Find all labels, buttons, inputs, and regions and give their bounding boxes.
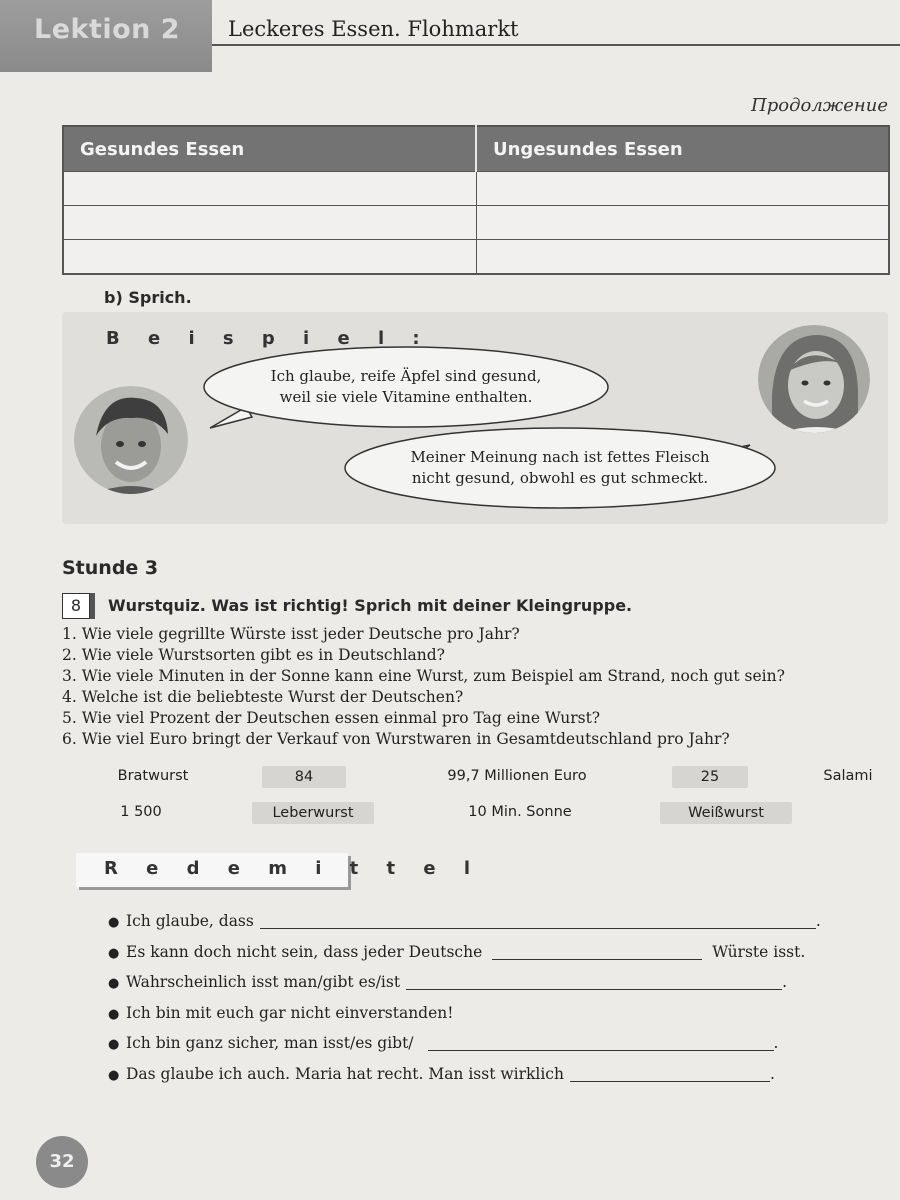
table-cell[interactable]: [476, 240, 889, 275]
answer-option: Salami: [823, 768, 873, 784]
phrase-text: Ich bin mit euch gar nicht einverstanden!: [126, 1003, 454, 1022]
answer-blank[interactable]: [428, 1034, 774, 1051]
table-row: [63, 206, 889, 240]
page-number: 32: [36, 1136, 88, 1188]
question-list: [62, 624, 785, 750]
answer-blank[interactable]: [406, 973, 782, 990]
table-cell[interactable]: [476, 172, 889, 206]
girl-avatar: [758, 325, 870, 433]
table-row: [63, 240, 889, 275]
phrase-ending: .: [815, 912, 821, 930]
list-item: [108, 1034, 821, 1065]
task-title: Wurstquiz. Was ist richtig! Sprich mit deiner Kleingruppe.: [108, 596, 633, 615]
lesson-section-title: Stunde 3: [62, 557, 159, 579]
answer-option: Weißwurst: [660, 802, 792, 824]
phrase-text: Ich bin ganz sicher, man isst/es gibt/: [126, 1034, 414, 1053]
useful-phrases-label: R e d e m i t t e l: [104, 858, 482, 879]
task-number-edge: [90, 593, 95, 619]
list-item: [108, 973, 821, 1004]
page-title: Leckeres Essen. Flohmarkt: [228, 17, 519, 41]
task-number: 8: [62, 593, 90, 619]
header-divider: [212, 44, 900, 46]
list-item: [108, 943, 821, 974]
bullet-icon: ●: [108, 915, 120, 930]
bullet-icon: ●: [108, 976, 120, 992]
speech-bubbles: [60, 315, 890, 525]
answer-blank[interactable]: [570, 1065, 770, 1082]
answer-option: Bratwurst: [117, 768, 189, 784]
phrase-text: Es kann doch nicht sein, dass jeder Deutsche: [126, 942, 483, 961]
answer-option: 10 Min. Sonne: [468, 804, 572, 820]
table-row: [63, 172, 889, 206]
bullet-icon: ●: [108, 1006, 120, 1022]
bullet-icon: ●: [108, 945, 120, 961]
girl-speech-line: Meiner Meinung nach ist fettes Fleisch: [410, 448, 710, 466]
continuation-label: Продолжение: [751, 95, 888, 116]
answer-option: 99,7 Millionen Euro: [447, 768, 587, 784]
answer-blank[interactable]: [260, 912, 816, 929]
boy-speech-line: weil sie viele Vitamine enthalten.: [279, 388, 533, 406]
list-item: 3. Wie viele Minuten in der Sonne kann eine Wurst, zum Beispiel am Strand, noch gut sein?: [62, 667, 785, 685]
phrase-ending: .: [769, 1064, 775, 1083]
header-healthy-food: Gesundes Essen: [63, 126, 476, 172]
list-item: 4. Welche ist die beliebteste Wurst der Deutschen?: [62, 688, 464, 706]
answer-option: Leberwurst: [252, 802, 374, 824]
answer-option: 1 500: [120, 804, 162, 820]
list-item: 6. Wie viel Euro bringt der Verkauf von Wurstwaren in Gesamtdeutschland pro Jahr?: [62, 730, 730, 748]
list-item: 1. Wie viele gegrillte Würste isst jeder Deutsche pro Jahr?: [62, 625, 520, 643]
table-cell[interactable]: [476, 206, 889, 240]
answer-option: 84: [262, 766, 346, 788]
phrase-list: [108, 912, 821, 1096]
girl-speech-text: [345, 447, 775, 489]
table-cell[interactable]: [63, 172, 476, 206]
boy-avatar: [74, 386, 188, 494]
header-unhealthy-food: Ungesundes Essen: [476, 126, 889, 172]
bullet-icon: ●: [108, 1037, 120, 1053]
boy-speech-text: [206, 366, 606, 408]
food-table: [62, 125, 890, 275]
list-item: 2. Wie viele Wurstsorten gibt es in Deutschland?: [62, 646, 445, 664]
answer-option: 25: [672, 766, 748, 788]
table-cell[interactable]: [63, 206, 476, 240]
bullet-icon: ●: [108, 1067, 120, 1083]
phrase-ending: .: [782, 973, 788, 992]
table-header-row: [63, 126, 889, 172]
lesson-label: Lektion 2: [34, 14, 181, 45]
phrase-text: Wahrscheinlich isst man/gibt es/ist: [126, 973, 401, 992]
table-cell[interactable]: [63, 240, 476, 275]
phrase-ending: .: [773, 1034, 779, 1053]
phrase-ending: Würste isst.: [712, 942, 806, 961]
list-item: 5. Wie viel Prozent der Deutschen essen einmal pro Tag eine Wurst?: [62, 709, 601, 727]
phrase-text: Das glaube ich auch. Maria hat recht. Man isst wirklich: [126, 1064, 564, 1083]
phrase-text: Ich glaube, dass: [126, 912, 254, 930]
answer-blank[interactable]: [492, 943, 702, 960]
list-item: [108, 912, 821, 943]
girl-speech-line: nicht gesund, obwohl es gut schmeckt.: [411, 469, 709, 487]
speaking-instruction: b) Sprich.: [104, 288, 192, 307]
list-item: [108, 1065, 821, 1096]
list-item: [108, 1004, 821, 1035]
example-label: B e i s p i e l :: [106, 328, 431, 349]
boy-speech-line: Ich glaube, reife Äpfel sind gesund,: [270, 367, 542, 385]
